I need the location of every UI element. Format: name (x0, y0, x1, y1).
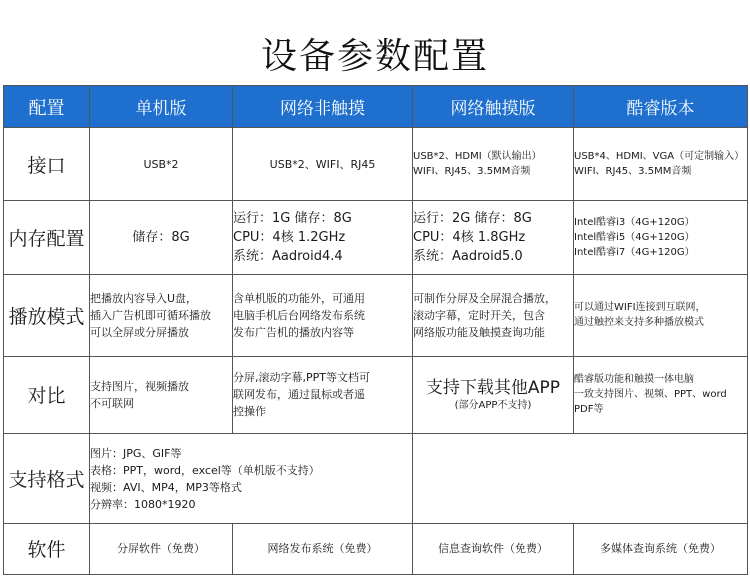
memory-standalone: 储存：8G (90, 201, 233, 274)
header-core-version: 酷睿版本 (574, 86, 748, 128)
compare-standalone: 支持图片，视频播放 不可联网 (90, 356, 233, 434)
memory-network-nontouch: 运行：1G 储存：8G CPU：4核 1.2GHz 系统：Aadroid4.4 (233, 201, 413, 274)
playback-network-touch: 可制作分屏及全屏混合播放， 滚动字幕，定时开关，包含 网络版功能及触摸查询功能 (413, 274, 574, 356)
table-header-row (4, 86, 748, 128)
header-network-touch: 网络触摸版 (413, 86, 574, 128)
table-row (4, 434, 748, 524)
row-label-formats: 支持格式 (4, 434, 90, 524)
row-label-software: 软件 (4, 523, 90, 574)
playback-core: 可以通过WIFI连接到互联网， 通过触控来支持多种播放模式 (574, 274, 748, 356)
playback-standalone: 把播放内容导入U盘， 插入广告机即可循环播放 可以全屏或分屏播放 (90, 274, 233, 356)
table-row (4, 128, 748, 201)
compare-network-nontouch: 分屏,滚动字幕,PPT等文档可 联网发布，通过鼠标或者遥 控操作 (233, 356, 413, 434)
table-row (4, 523, 748, 574)
spec-table (3, 85, 748, 575)
software-standalone: 分屏软件（免费） (90, 523, 233, 574)
formats-list: 图片：JPG、GIF等 表格：PPT，word，excel等（单机版不支持） 视频：AVI、MP4，MP3等格式 分辨率：1080*1920 (90, 434, 413, 524)
header-network-nontouch: 网络非触摸 (233, 86, 413, 128)
compare-core: 酷睿版功能和触摸一体电脑 一致支持图片、视频、PPT、word PDF等 (574, 356, 748, 434)
software-network-nontouch: 网络发布系统（免费） (233, 523, 413, 574)
interface-core: USB*4、HDMI、VGA（可定制输入） WIFI、RJ45、3.5MM音频 (574, 128, 748, 201)
table-row (4, 201, 748, 274)
compare-network-touch (413, 356, 574, 434)
table-row (4, 356, 748, 434)
row-label-interface: 接口 (4, 128, 90, 201)
row-label-compare: 对比 (4, 356, 90, 434)
memory-network-touch: 运行：2G 储存：8G CPU：4核 1.8GHz 系统：Aadroid5.0 (413, 201, 574, 274)
compare-touch-main: 支持下载其他APP (425, 377, 561, 398)
interface-network-nontouch: USB*2、WIFI、RJ45 (233, 128, 413, 201)
table-row (4, 274, 748, 356)
compare-touch-note: (部分APP不支持) (454, 399, 532, 411)
interface-standalone: USB*2 (90, 128, 233, 201)
memory-core: Intel酷睿i3（4G+120G） Intel酷睿i5（4G+120G） Intel酷睿i7（4G+120G） (574, 201, 748, 274)
software-network-touch: 信息查询软件（免费） (413, 523, 574, 574)
page-title: 设备参数配置 (260, 36, 489, 77)
interface-network-touch: USB*2、HDMI（默认输出） WIFI、RJ45、3.5MM音频 (413, 128, 574, 201)
header-config: 配置 (4, 86, 90, 128)
row-label-memory: 内存配置 (4, 201, 90, 274)
software-core: 多媒体查询系统（免费） (574, 523, 748, 574)
row-label-playback: 播放模式 (4, 274, 90, 356)
formats-empty (413, 434, 748, 524)
playback-network-nontouch: 含单机版的功能外，可通用 电脑手机后台网络发布系统 发布广告机的播放内容等 (233, 274, 413, 356)
header-standalone: 单机版 (90, 86, 233, 128)
